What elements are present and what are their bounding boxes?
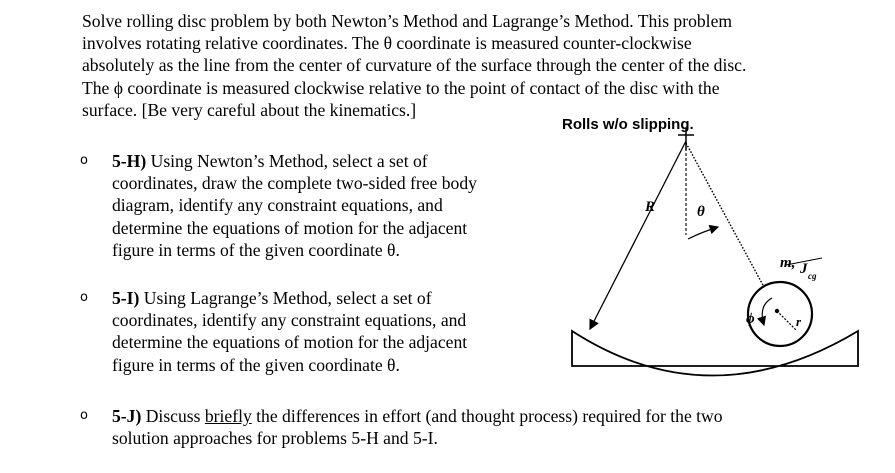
task-5j-text-post: the differences in effort (and thought process) required for the two bbox=[251, 406, 723, 426]
task-5j-line: solution approaches for problems 5-H and 5-I. bbox=[112, 428, 438, 449]
label-R: R bbox=[645, 199, 656, 215]
task-5h-body bbox=[112, 150, 632, 261]
label-phi: ϕ bbox=[746, 311, 755, 327]
task-5h-line: determine the equations of motion for the adjacent bbox=[112, 217, 468, 238]
bullet-icon: o bbox=[80, 290, 88, 305]
task-5i-body bbox=[112, 287, 632, 376]
label-inertia: J bbox=[800, 261, 808, 277]
task-5h-label: 5-H) bbox=[112, 151, 147, 171]
label-inertia-subscript: cg bbox=[808, 271, 817, 281]
task-5h-text: Using Newton’s Method, select a set of bbox=[150, 151, 428, 171]
task-5h-line bbox=[112, 150, 632, 172]
radius-R-line bbox=[590, 141, 686, 329]
bullet-icon: o bbox=[80, 153, 88, 168]
task-5i-line: determine the equations of motion for the adjacent bbox=[112, 332, 468, 353]
task-5i-text: Using Lagrange’s Method, select a set of bbox=[143, 288, 432, 308]
curved-surface bbox=[572, 331, 858, 376]
label-mass: m, bbox=[780, 255, 796, 271]
label-theta: θ bbox=[697, 204, 705, 220]
task-5h-line: figure in terms of the given coordinate θ. bbox=[112, 239, 400, 260]
task-5h-line: diagram, identify any constraint equations, and bbox=[112, 195, 443, 216]
problem-statement-line: involves rotating relative coordinates. The θ coordinate is measured counter-clockwise bbox=[82, 33, 692, 54]
task-5i-label: 5-I) bbox=[112, 288, 140, 308]
figure-caption: Rolls w/o slipping. bbox=[562, 116, 694, 133]
problem-statement-line: surface. [Be very careful about the kinematics.] bbox=[82, 99, 417, 120]
rolling-disc-figure bbox=[560, 115, 880, 395]
task-5i-line: figure in terms of the given coordinate θ. bbox=[112, 354, 400, 375]
problem-statement-line: absolutely as the line from the center of curvature of the surface through the center of the disc. bbox=[82, 55, 747, 76]
task-5j-label: 5-J) bbox=[112, 406, 142, 426]
theta-arc bbox=[688, 227, 718, 239]
problem-statement bbox=[82, 10, 882, 121]
label-r: r bbox=[796, 314, 802, 329]
task-5h-line: coordinates, draw the complete two-sided free body bbox=[112, 173, 477, 194]
task-5i-line: coordinates, identify any constraint equations, and bbox=[112, 310, 467, 331]
problem-statement-line: The ϕ coordinate is measured clockwise relative to the point of contact of the disc with the bbox=[82, 77, 720, 98]
problem-statement-line: Solve rolling disc problem by both Newton’s Method and Lagrange’s Method. This problem bbox=[82, 11, 733, 31]
task-5j-line bbox=[112, 405, 892, 427]
task-5j-emphasis: briefly bbox=[204, 406, 252, 426]
task-5i-line bbox=[112, 287, 632, 309]
task-5j-text-pre: Discuss bbox=[145, 406, 205, 426]
rolling-disc-diagram bbox=[560, 115, 880, 395]
bullet-icon: o bbox=[80, 408, 88, 423]
task-5j-body bbox=[112, 405, 892, 449]
